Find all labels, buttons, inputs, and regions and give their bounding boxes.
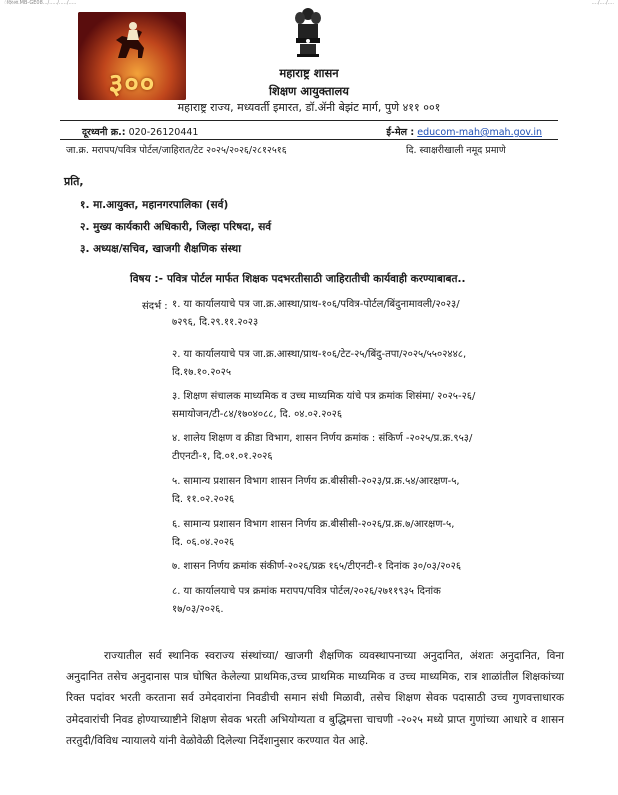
reference-item: ४. शालेय शिक्षण व क्रीडा विभाग, शासन निर्णय क्रमांक : संकिर्ण -२०२५/प्र.क्र.९५३/ टीएनटी-१, दि.०१.०१.२०२६ <box>172 433 473 462</box>
addressee-2: २. मुख्य कार्यकारी अधिकारी, जिल्हा परिषदा, सर्व <box>80 221 272 233</box>
addressee-1: १. मा.आयुक्त, महानगरपालिका (सर्व) <box>80 199 229 211</box>
reference-item: ६. सामान्य प्रशासन विभाग शासन निर्णय क्र.बीसीसी-२०२६/प्र.क्र.७/आरक्षण-५, दि. ०६.०४.२०२६ <box>172 519 455 548</box>
email-link[interactable]: educom-mah@mah.gov.in <box>417 127 542 138</box>
letter-number: जा.क्र. मरापप/पवित्र पोर्टल/जाहिरात/टेट २०२५/२०२६/२८१२५१६ <box>66 145 287 156</box>
subject-text: पवित्र पोर्टल मार्फत शिक्षक पदभरतीसाठी जाहिरातीची कार्यवाही करण्याबाबत.. <box>166 273 466 285</box>
govt-name: महाराष्ट्र शासन <box>279 66 339 80</box>
phone-number: 020-26120441 <box>128 127 199 138</box>
references-label: संदर्भ : <box>142 301 168 312</box>
office-address: महाराष्ट्र राज्य, मध्यवर्ती इमारत, डॉ.ॲनी बेझंट मार्ग, पुणे ४११ ००१ <box>177 101 441 114</box>
reference-item: २. या कार्यालयाचे पत्र जा.क्र.आस्था/प्राथ-१०६/टेट-२५/बिंदु-तपा/२०२५/५५०२४४८, दि.१७.१०.२०२५ <box>172 349 467 378</box>
phone-contact <box>82 125 198 138</box>
reference-item: ८. या कार्यालयाचे पत्र क्रमांक मरापप/पवित्र पोर्टल/२०२६/२७११९३५ दिनांक १७/०३/२०२६. <box>172 586 441 615</box>
body-paragraph: राज्यातील सर्व स्थानिक स्वराज्य संस्थांच्या/ खाजगी शैक्षणिक व्यवस्थापनाच्या अनुदानित, अंशतः अनुदानित, विना अनुदानित तसेच अनुदानास पात्र घोषित केलेल्या प्राथमिक,उच्च प्राथमिक माध्यमिक व उच्च माध्यमिक, रात्र शाळांतील शिक्षकांच्या रिक्त पदांवर भरती करताना सर्व उमेदवारांना निवडीची समान संधी मिळावी, तसेच शिक्षण सेवक पदासाठी उच्च गुणवत्ताधारक उमेदवारांची निवड होण्याच्याष्टीने शिक्षण सेवक भरती अभियोग्यता व बुद्धिमत्ता चाचणी -२०२५ मध्ये प्राप्त गुणांच्या आधारे व शासन तरतुदी/विविध न्यायालये यांनी वेळोवेळी दिलेल्या निर्देशानुसार करण्यात येत आहे. <box>66 650 564 747</box>
reference-item: ३. शिक्षण संचालक माध्यमिक व उच्च माध्यमिक यांचे पत्र क्रमांक शिसंमा/ २०२५-२६/ समायोजन/टी-८४/१७०४०८८, दि. ०४.०२.२०२६ <box>172 391 476 420</box>
scan-header-right: ..../..../.... <box>591 0 614 6</box>
addressee-3: ३. अध्यक्ष/सचिव, खाजगी शैक्षणिक संस्था <box>80 243 241 255</box>
logo-number: ३०० <box>108 67 156 100</box>
letter-date: दि. स्वाक्षरीखाली नमूद प्रमाणे <box>406 145 506 156</box>
to-label: प्रति, <box>64 175 84 188</box>
phone-label: दूरध्वनी क्र.: <box>82 127 126 138</box>
letter-reference-line <box>66 143 556 156</box>
email-label: ई-मेल : <box>386 127 415 138</box>
ashoka-emblem-icon <box>290 6 326 60</box>
contact-divider <box>60 139 558 140</box>
subject-line <box>130 272 466 286</box>
reference-item: ७. शासन निर्णय क्रमांक संकीर्ण-२०२६/प्रक्र १६५/टीएनटी-१ दिनांक ३०/०३/२०२६ <box>172 561 462 572</box>
reference-item: ५. सामान्य प्रशासन विभाग शासन निर्णय क्र.बीसीसी-२०२३/प्र.क्र.५४/आरक्षण-५, दि. ११.०२.२०२६ <box>172 476 460 505</box>
scan-header-left: ंदिरआ.MB-GE08.../...../...../..... <box>4 0 77 6</box>
subject-label: विषय :- <box>130 273 163 285</box>
email-contact <box>386 125 542 138</box>
header-divider <box>60 120 558 121</box>
reference-item: १. या कार्यालयाचे पत्र जा.क्र.आस्था/प्राथ-१०६/पवित्र-पोर्टल/बिंदुनामावली/२०२३/ ७२९६, दि.२९.११.२०२३ <box>172 299 460 328</box>
office-name: शिक्षण आयुक्तालय <box>269 84 349 98</box>
horse-rider-icon <box>108 18 154 62</box>
